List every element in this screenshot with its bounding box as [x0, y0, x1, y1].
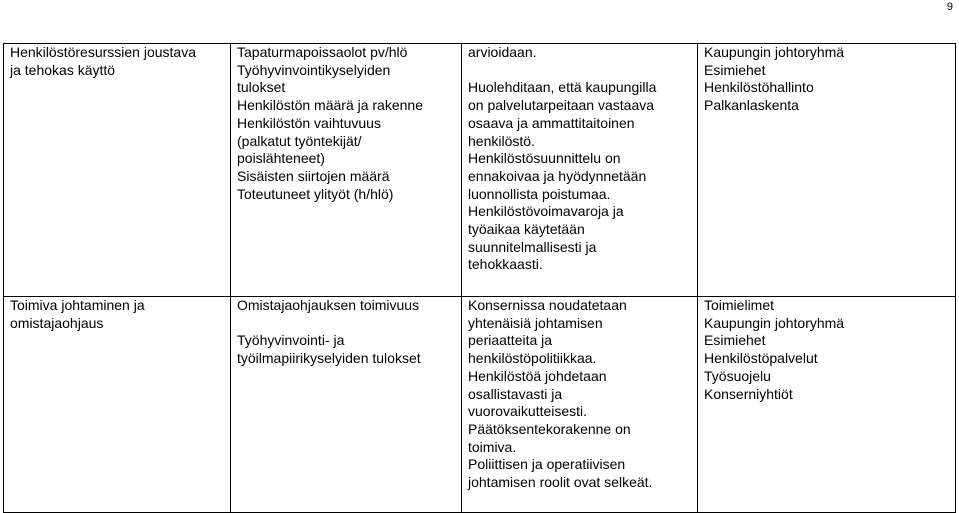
- cell-line: tehokkaasti.: [468, 256, 543, 273]
- cell-line: johtamisen roolit ovat selkeät.: [468, 474, 653, 491]
- cell-line: vuorovaikutteisesti.: [468, 403, 588, 420]
- cell-line: luonnollista poistumaa.: [468, 185, 611, 202]
- cell-line: työaikaa käytetään: [468, 221, 585, 238]
- cell-line: suunnitelmallisesti ja: [468, 238, 597, 255]
- table-row: [4, 297, 956, 513]
- table-row: [4, 44, 956, 297]
- cell-line: Työsuojelu: [704, 367, 771, 384]
- cell-line: omistajaohjaus: [10, 314, 104, 331]
- target-cell: [462, 44, 698, 297]
- cell-line: Päätöksentekorakenne on: [468, 420, 631, 437]
- cell-line: Henkilöstösuunnittelu on: [468, 150, 621, 167]
- cell-line: Henkilöstön määrä ja rakenne: [237, 97, 423, 114]
- cell-line: Henkilöstön vaihtuvuus: [237, 114, 381, 131]
- cell-line: ennakoivaa ja hyödynnetään: [468, 167, 647, 184]
- cell-line: (palkatut työntekijät/: [237, 132, 362, 149]
- cell-line: Työhyvinvointi- ja: [237, 332, 345, 349]
- cell-line: ja tehokas käyttö: [10, 61, 116, 78]
- cell-line: Kaupungin johtoryhmä: [704, 44, 845, 60]
- cell-line: Henkilöstöhallinto: [704, 79, 814, 96]
- cell-line: Työhyvinvointikyselyiden: [237, 61, 391, 78]
- cell-line: Sisäisten siirtojen määrä: [237, 167, 390, 184]
- cell-line: Henkilöstöresurssien joustava: [10, 44, 196, 60]
- cell-line: Konserniyhtiöt: [704, 385, 793, 402]
- cell-line: Huolehditaan, että kaupungilla: [468, 79, 657, 96]
- goal-cell: [4, 297, 231, 513]
- cell-line: henkilöstö.: [468, 132, 535, 149]
- cell-line: osaava ja ammattitaitoinen: [468, 114, 635, 131]
- cell-line: osallistavasti ja: [468, 385, 563, 402]
- cell-line: Toimiva johtaminen ja: [10, 297, 145, 313]
- goal-cell: [4, 44, 231, 297]
- cell-line: Henkilöstöä johdetaan: [468, 367, 607, 384]
- cell-line: toimiva.: [468, 438, 517, 455]
- target-cell: [462, 297, 698, 513]
- page-number: 9: [946, 1, 953, 13]
- cell-line: poislähteneet): [237, 150, 325, 167]
- cell-line: Henkilöstövoimavaroja ja: [468, 203, 624, 220]
- cell-line: arvioidaan.: [468, 44, 537, 60]
- cell-line: Poliittisen ja operatiivisen: [468, 456, 626, 473]
- cell-line: Toimielimet: [704, 297, 775, 313]
- responsible-cell: [698, 44, 956, 297]
- indicator-cell: [231, 44, 462, 297]
- cell-line: Toteutuneet ylityöt (h/hlö): [237, 185, 394, 202]
- blank-line: [468, 62, 691, 80]
- responsible-cell: [698, 297, 956, 513]
- cell-line: työilmapiirikyselyiden tulokset: [237, 350, 421, 367]
- cell-line: periaatteita ja: [468, 332, 553, 349]
- cell-line: yhtenäisiä johtamisen: [468, 314, 603, 331]
- cell-line: on palvelutarpeitaan vastaava: [468, 97, 655, 114]
- cell-line: henkilöstöpolitiikkaa.: [468, 350, 597, 367]
- blank-line: [237, 315, 455, 333]
- cell-line: Henkilöstöpalvelut: [704, 350, 818, 367]
- cell-line: Palkanlaskenta: [704, 97, 799, 114]
- cell-line: Konsernissa noudatetaan: [468, 297, 627, 313]
- cell-line: Esimiehet: [704, 332, 766, 349]
- cell-line: Esimiehet: [704, 61, 766, 78]
- personnel-goals-table: [3, 43, 956, 513]
- cell-line: Omistajaohjauksen toimivuus: [237, 297, 420, 313]
- cell-line: Kaupungin johtoryhmä: [704, 314, 845, 331]
- cell-line: tulokset: [237, 79, 286, 96]
- indicator-cell: [231, 297, 462, 513]
- cell-line: Tapaturmapoissaolot pv/hlö: [237, 44, 408, 60]
